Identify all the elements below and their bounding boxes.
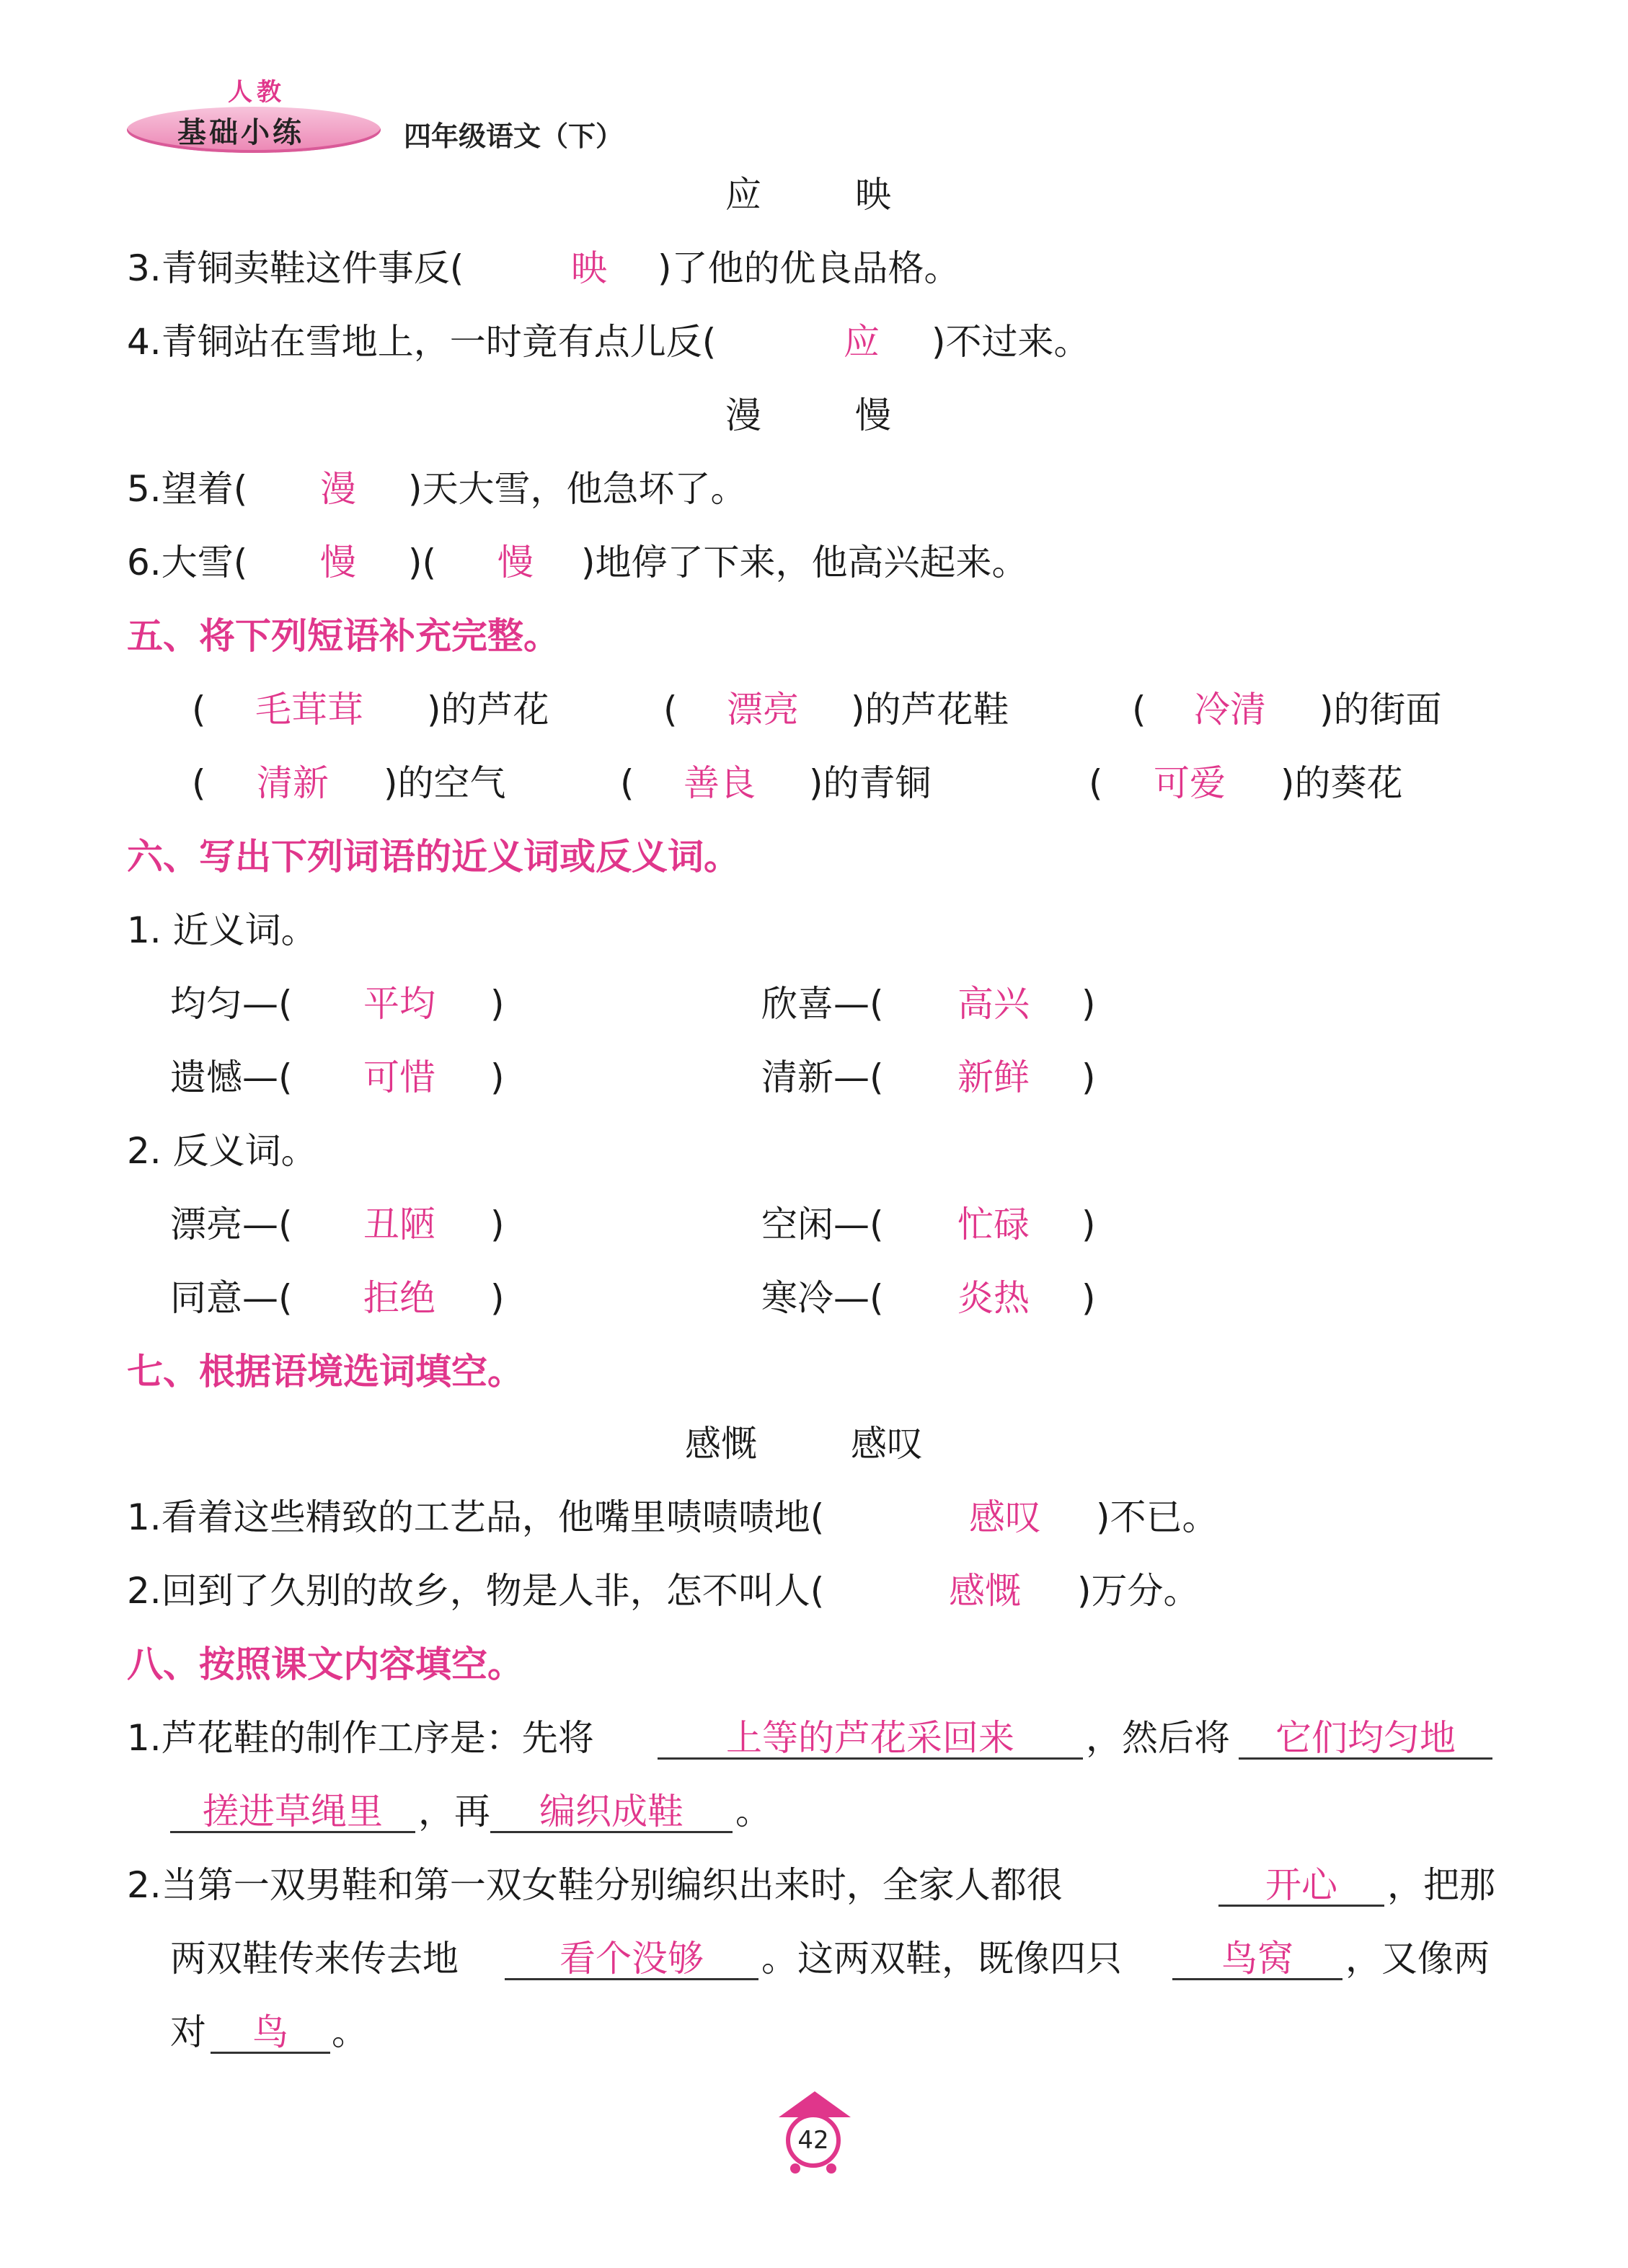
answer-text: 冷清 [1194,689,1266,731]
option-word: 映 [855,174,891,216]
item-number: 5. [127,468,162,510]
fill-blank [490,1788,733,1835]
option-word: 慢 [855,394,891,436]
phrase-suffix: )的芦花鞋 [851,689,1009,731]
item-text: )不过来。 [932,321,1090,363]
answer-text: 慢 [320,542,356,583]
item-text: 回到了久别的故乡，物是人非，怎不叫人( [161,1570,825,1612]
option-word: 漫 [725,394,761,436]
item-text: )不已。 [1096,1496,1218,1538]
question-item [127,466,247,512]
answer-blank: 鸟 [211,2013,330,2054]
bracket: ) [1081,1277,1096,1319]
item-text: )地停了下来，他高兴起来。 [581,542,1028,583]
question-item [127,1715,594,1761]
item-text: ，又像两 [1345,1938,1490,1980]
bracket: ) [490,1056,505,1098]
subject-label: 四年级语文（下） [404,120,624,152]
item-number: 2. [127,1570,162,1612]
phrase-suffix: )的葵花 [1280,762,1403,804]
bracket: ) [1081,1056,1096,1098]
word-prompt: 漂亮—( [170,1204,293,1245]
word-prompt: 均匀—( [170,983,293,1025]
publisher-label: 人教 [228,78,286,107]
page-number-badge [771,2091,858,2178]
section-title: 七、根据语境选词填空。 [127,1351,523,1393]
item-text: )( [408,542,437,583]
item-text: ，把那 [1387,1864,1495,1906]
answer-text: 善良 [684,762,756,804]
option-word: 应 [725,174,761,216]
bracket: ) [1081,1204,1096,1245]
section-title: 八、按照课文内容填空。 [127,1643,523,1685]
item-text: )天大雪，他急坏了。 [408,468,747,510]
item-text: ，然后将 [1086,1717,1230,1759]
item-text: 对 [170,2011,206,2053]
item-text: 青铜站在雪地上，一时竟有点儿反( [161,321,717,363]
bracket: ( [1089,762,1103,804]
bracket: ) [490,1277,505,1319]
bracket: ) [1081,983,1096,1025]
item-text: 。 [735,1791,771,1832]
bracket: ) [490,983,505,1025]
item-text: 大雪( [161,542,248,583]
word-prompt: 同意—( [170,1277,293,1319]
item-text: 当第一双男鞋和第一双女鞋分别编织出来时，全家人都很 [161,1864,1063,1906]
answer-text: 炎热 [957,1277,1030,1319]
answer-text: 拒绝 [363,1277,435,1319]
phrase-suffix: )的芦花 [427,689,549,731]
item-text: 看着这些精致的工艺品，他嘴里啧啧啧地( [161,1496,825,1538]
option-word: 感慨 [685,1423,757,1465]
series-title: 基础小练 [177,116,304,149]
word-prompt: 寒冷—( [761,1277,884,1319]
answer-text: 感叹 [969,1496,1041,1538]
bracket: ( [620,762,634,804]
answer-text: 漂亮 [727,689,799,731]
answer-text: 可爱 [1154,762,1226,804]
question-item [127,245,464,291]
item-number: 4. [127,321,162,363]
section-title: 六、写出下列词语的近义词或反义词。 [127,836,740,878]
answer-blank: 开心 [1218,1866,1384,1907]
badge-foot-icon [790,2163,800,2174]
phrase-suffix: )的青铜 [809,762,932,804]
answer-text: 清新 [257,762,329,804]
question-item [127,319,716,365]
item-number: 1. [127,1496,162,1538]
fill-blank [1218,1862,1384,1908]
answer-text: 慢 [497,542,534,583]
answer-text: 高兴 [957,983,1030,1025]
item-number: 6. [127,542,162,583]
answer-text: 毛茸茸 [255,689,363,731]
bracket: ( [192,689,206,731]
answer-text: 可惜 [363,1056,435,1098]
answer-text: 新鲜 [957,1056,1030,1098]
header [127,72,776,159]
question-item [127,1494,824,1540]
section-title: 五、将下列短语补充完整。 [127,615,559,657]
bracket: ( [663,689,678,731]
item-number: 2. [127,1864,162,1906]
subsection-title: 2. 反义词。 [127,1130,317,1172]
word-prompt: 空闲—( [761,1204,884,1245]
bracket: ( [1132,689,1146,731]
item-text: 望着( [161,468,248,510]
subsection-title: 1. 近义词。 [127,909,317,951]
answer-text: 丑陋 [363,1204,435,1245]
answer-blank: 看个没够 [505,1939,758,1980]
answer-text: 感慨 [949,1570,1021,1612]
item-number: 1. [127,1717,162,1759]
fill-blank [170,1788,415,1835]
item-text: 。这两双鞋，既像四只 [761,1938,1122,1980]
answer-blank: 编织成鞋 [490,1792,733,1833]
answer-text: 忙碌 [957,1204,1030,1245]
question-item [127,1568,824,1614]
fill-blank [1239,1715,1492,1761]
item-text: 两双鞋传来传去地 [170,1938,459,1980]
fill-blank [505,1936,758,1982]
answer-text: 应 [844,321,880,363]
item-text: )万分。 [1077,1570,1200,1612]
badge-foot-icon [826,2163,836,2174]
phrase-suffix: )的空气 [384,762,506,804]
answer-blank: 它们均匀地 [1239,1718,1492,1760]
word-prompt: 清新—( [761,1056,884,1098]
fill-blank [211,2009,330,2055]
answer-blank: 搓进草绳里 [170,1792,415,1833]
answer-text: 漫 [320,468,356,510]
word-prompt: 遗憾—( [170,1056,293,1098]
item-text: 。 [332,2011,368,2053]
answer-blank: 上等的芦花采回来 [658,1718,1083,1760]
answer-text: 平均 [363,983,435,1025]
answer-blank: 鸟窝 [1172,1939,1342,1980]
item-text: )了他的优良品格。 [658,247,960,289]
fill-blank [1172,1936,1342,1982]
bracket: ( [192,762,206,804]
item-text: 青铜卖鞋这件事反( [161,247,464,289]
item-number: 3. [127,247,162,289]
item-text: 芦花鞋的制作工序是：先将 [161,1717,594,1759]
phrase-suffix: )的街面 [1319,689,1442,731]
page-number: 42 [786,2113,841,2168]
word-prompt: 欣喜—( [761,983,884,1025]
bracket: ) [490,1204,505,1245]
question-item [127,539,247,586]
option-word: 感叹 [851,1423,923,1465]
question-item [127,1862,1063,1908]
fill-blank [658,1715,1083,1761]
answer-text: 映 [571,247,607,289]
item-text: ，再 [418,1791,490,1832]
